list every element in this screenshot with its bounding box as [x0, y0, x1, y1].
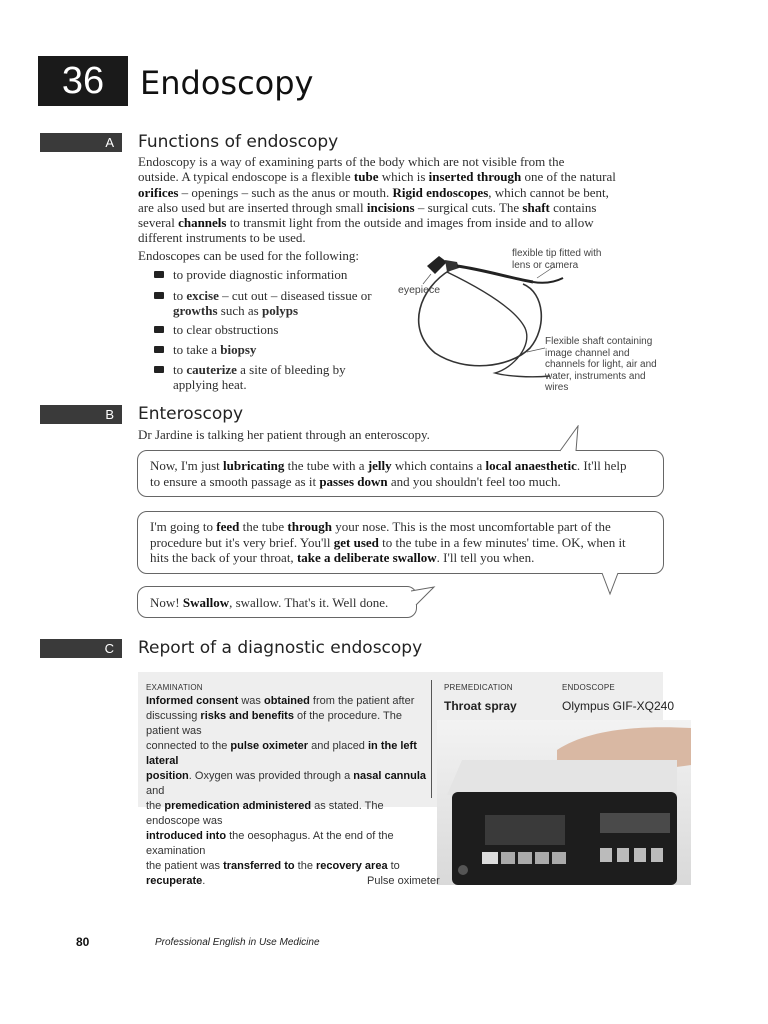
diagram-label-eyepiece: eyepiece: [398, 284, 441, 296]
speech-tail-1: [558, 425, 588, 452]
unit-number: 36: [61, 60, 105, 102]
book-title: Professional English in Use Medicine: [155, 937, 320, 948]
section-b-letter: B: [105, 407, 114, 422]
uses-intro: Endoscopes can be used for the following:: [138, 248, 359, 263]
premedication-heading: PREMEDICATION: [444, 683, 513, 692]
section-a-letter: A: [105, 135, 114, 150]
unit-title: Endoscopy: [140, 64, 314, 102]
examination-heading: EXAMINATION: [146, 683, 203, 692]
speech-tail-3: [410, 585, 436, 607]
speech-tail-2: [600, 572, 630, 596]
photo-caption: Pulse oximeter: [367, 875, 440, 887]
section-b-intro: Dr Jardine is talking her patient through an enteroscopy.: [138, 427, 430, 442]
endoscope-eyepiece-icon: [427, 256, 447, 274]
bullet-icon: [154, 366, 164, 373]
examination-text: Informed consent was obtained from the patient after discussing risks and benefits of the procedure. The patient was connected to the pulse oximeter and placed in the left lateral position. Oxygen was provided through a nasal cannula and the premedication administered as stated. The endoscope was introduced into the oesophagus. At the end of the examination the patient was transferred to the recovery area to recuperate.: [146, 695, 427, 887]
endoscope-heading: ENDOSCOPE: [562, 683, 615, 692]
pulse-oximeter-icon: [437, 720, 691, 885]
bullet-icon: [154, 271, 164, 278]
endoscope-value: Olympus GIF-XQ240: [562, 699, 675, 713]
speech-bubble-doctor-3: Now! Swallow, swallow. That's it. Well done.: [137, 586, 417, 618]
bullet-icon: [154, 292, 164, 299]
section-c-title: Report of a diagnostic endoscopy: [138, 638, 423, 658]
speech-bubble-doctor-1: Now, I'm just lubricating the tube with a jelly which contains a local anaesthetic. It'll help to ensure a smooth passage as it passes down and you shouldn't feel too much.: [137, 450, 664, 497]
diagram-label-tip: flexible tip fitted with lens or camera: [512, 248, 602, 271]
section-c-letter: C: [104, 641, 114, 656]
section-b-title: Enteroscopy: [138, 404, 244, 424]
bullet-icon: [154, 346, 164, 353]
section-a-paragraph: Endoscopy is a way of examining parts of the body which are not visible from the outside. A typical endoscope is a flexible tube which is inserted through one of the natural orifices – openings – such as the anus or mouth. Rigid endoscopes, which cannot be bent, are also used but are inserted through small incisions – surgical cuts. The shaft contains several channels to transmit light from the outside and images from inside and to allow different instruments to be used.: [138, 154, 616, 246]
report-divider: [431, 680, 432, 798]
pulse-oximeter-photo: [437, 720, 691, 885]
bullet-icon: [154, 326, 164, 333]
page-number: 80: [76, 935, 90, 949]
speech-bubble-doctor-2: I'm going to feed the tube through your nose. This is the most uncomfortable part of the procedure but it's very brief. You'll get used to the tube in a few minutes' time. OK, when it hits the back of your throat, take a deliberate swallow. I'll tell you when.: [137, 511, 664, 574]
premedication-value: Throat spray: [444, 699, 517, 713]
section-a-title: Functions of endoscopy: [138, 132, 339, 152]
diagram-label-shaft: Flexible shaft containing image channel and channels for light, air and water, instruments and wires: [545, 336, 657, 393]
